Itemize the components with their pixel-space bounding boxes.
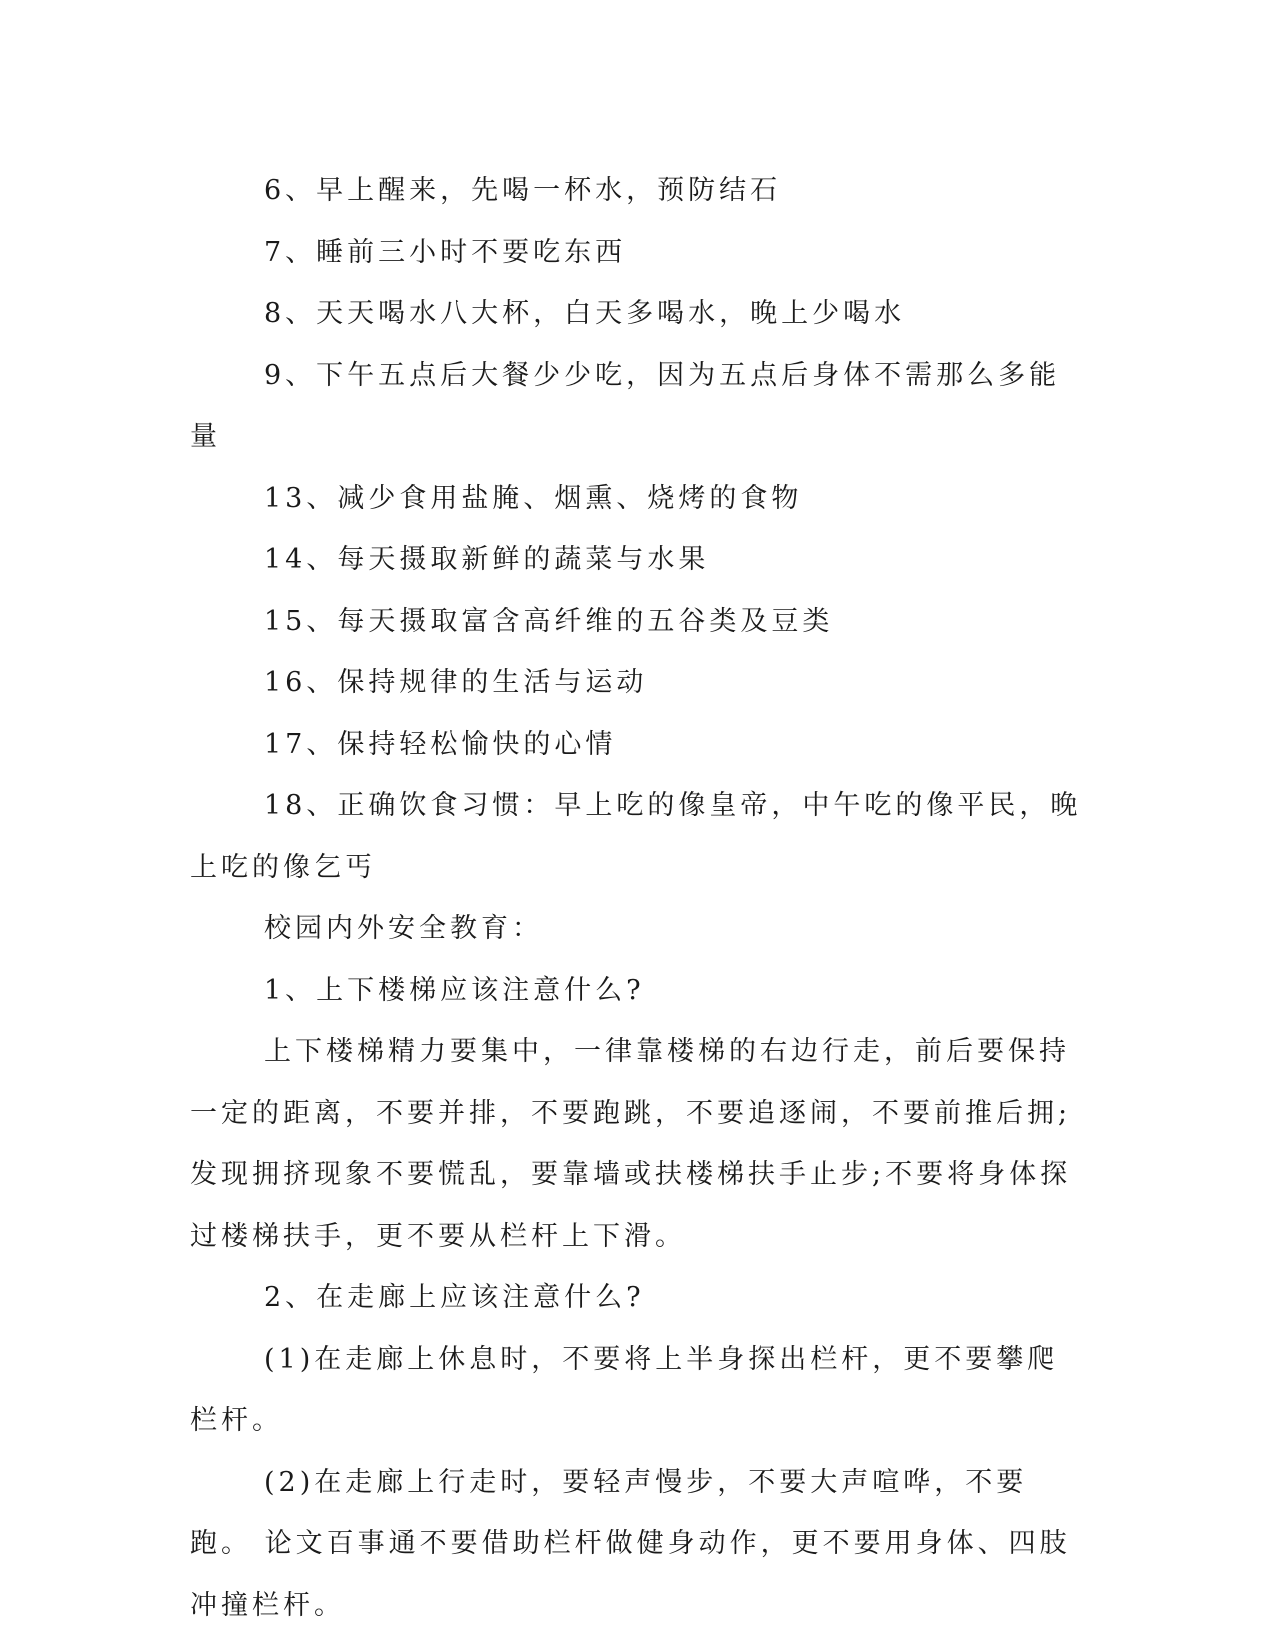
section-heading: 校园内外安全教育：	[264, 913, 543, 944]
list-item-7: 7、睡前三小时不要吃东西	[264, 236, 627, 268]
answer-2-item-1: (1)在走廊上休息时，不要将上半身探出栏杆，更不要攀爬栏杆。	[190, 1343, 1059, 1436]
list-item-18: 18、正确饮食习惯：早上吃的像皇帝，中午吃的像平民，晚上吃的像乞丐	[190, 790, 1082, 883]
document-page	[190, 160, 1085, 1636]
list-item-9: 9、下午五点后大餐少少吃，因为五点后身体不需那么多能量	[190, 359, 1061, 452]
list-item-13: 13、减少食用盐腌、烟熏、烧烤的食物	[264, 482, 803, 514]
question-1: 1、上下楼梯应该注意什么?	[264, 974, 645, 1006]
question-2: 2、在走廊上应该注意什么?	[264, 1282, 645, 1313]
answer-2-item-2: (2)在走廊上行走时，要轻声慢步，不要大声喧哗，不要跑。 论文百事通不要借助栏杆做健身动作，更不要用身体、四肢冲撞栏杆。	[190, 1466, 1071, 1621]
answer-1: 上下楼梯精力要集中，一律靠楼梯的右边行走，前后要保持一定的距离，不要并排，不要跑跳，不要追逐闹，不要前推后拥;发现拥挤现象不要慌乱，要靠墙或扶楼梯扶手止步;不要将身体探过楼梯扶手，更不要从栏杆上下滑。	[190, 1036, 1072, 1252]
list-item-17: 17、保持轻松愉快的心情	[264, 728, 617, 760]
list-item-15: 15、每天摄取富含高纤维的五谷类及豆类	[264, 605, 834, 637]
list-item-14: 14、每天摄取新鲜的蔬菜与水果	[264, 544, 710, 575]
list-item-16: 16、保持规律的生活与运动	[264, 667, 648, 698]
list-item-8: 8、天天喝水八大杯，白天多喝水，晚上少喝水	[264, 298, 906, 329]
list-item-6: 6、早上醒来，先喝一杯水，预防结石	[264, 175, 782, 206]
